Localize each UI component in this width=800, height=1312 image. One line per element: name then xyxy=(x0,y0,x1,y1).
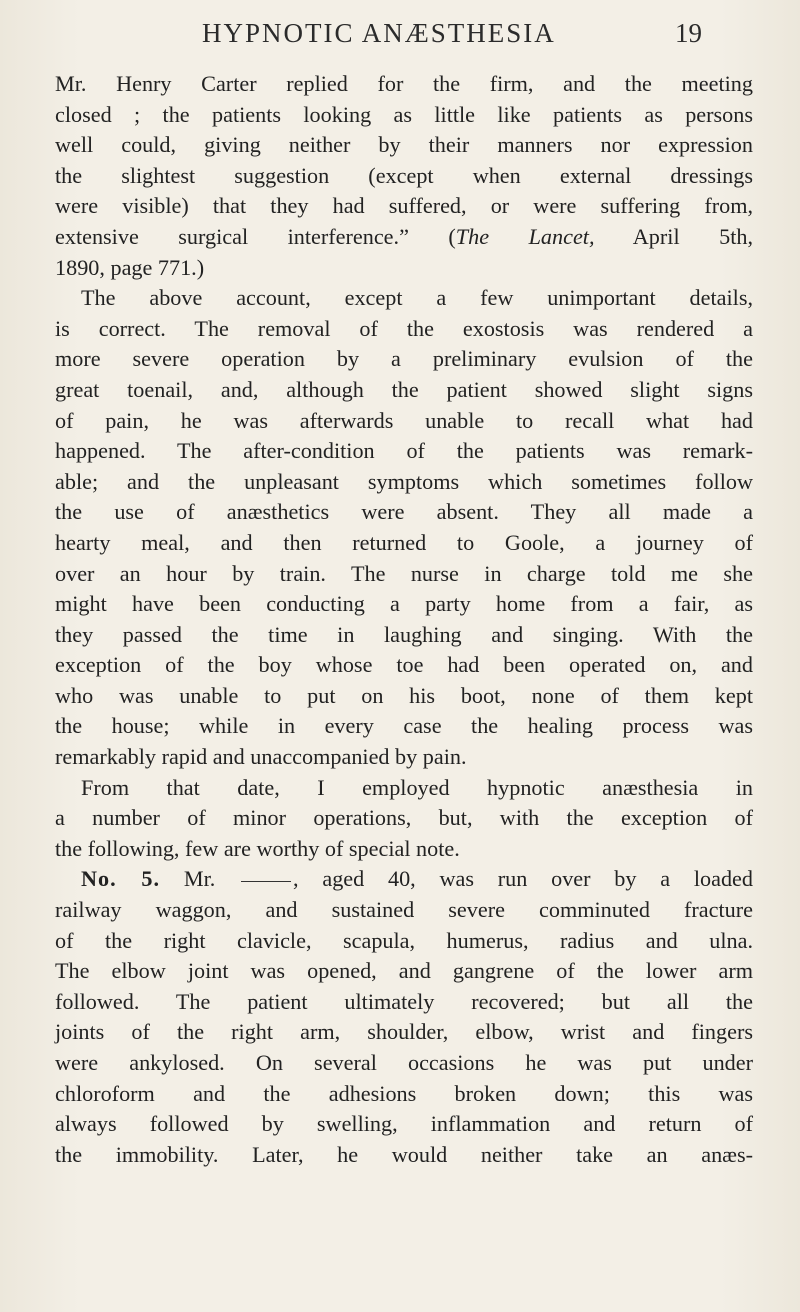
text-line: over an hour by train. The nurse in charge told me she xyxy=(55,560,753,586)
running-head xyxy=(0,8,800,58)
text-line: always followed by swelling, inflammation and return of xyxy=(55,1111,753,1137)
text-line: railway waggon, and sustained severe comminuted fracture xyxy=(55,897,753,923)
text-line: chloroform and the adhesions broken down; this was xyxy=(55,1080,753,1106)
text-line: the house; while in every case the healing process was xyxy=(55,713,753,739)
case-text: Mr. xyxy=(160,866,240,892)
text-line: well could, giving neither by their manners nor expression xyxy=(55,132,753,158)
journal-title: The Lancet, xyxy=(455,223,595,249)
running-title: HYPNOTIC ANÆSTHESIA xyxy=(202,18,556,48)
text-line: the use of anæsthetics were absent. They all made a xyxy=(55,499,753,525)
text-line: followed. The patient ultimately recovered; but all the xyxy=(55,988,753,1014)
page-number: 19 xyxy=(675,18,702,48)
text-line: the following, few are worthy of special note. xyxy=(55,835,460,861)
text-line: might have been conducting a party home from a fair, as xyxy=(55,591,753,617)
text-line: happened. The after-condition of the patients was remark- xyxy=(55,438,753,464)
text-line: they passed the time in laughing and singing. With the xyxy=(55,621,753,647)
text-line: the immobility. Later, he would neither take an anæs- xyxy=(55,1141,753,1167)
text-line: remarkably rapid and unaccompanied by pain. xyxy=(55,744,467,770)
text-line: hearty meal, and then returned to Goole, a journey of xyxy=(55,529,753,555)
quote-end: extensive surgical interference.” ( xyxy=(55,223,456,249)
text-line: were ankylosed. On several occasions he was put under xyxy=(55,1050,753,1075)
text-line: From that date, I employed hypnotic anæsthesia in xyxy=(81,774,753,800)
text-line: of the right clavicle, scapula, humerus, radius and ulna. xyxy=(55,927,753,953)
text-line: more severe operation by a preliminary evulsion of the xyxy=(55,346,753,372)
text-line: joints of the right arm, shoulder, elbow, wrist and fingers xyxy=(55,1019,753,1045)
text-line: The elbow joint was opened, and gangrene of the lower arm xyxy=(55,958,753,984)
text-line xyxy=(55,222,753,253)
name-dash xyxy=(241,881,291,882)
text-line: Mr. Henry Carter replied for the firm, and the meeting xyxy=(55,71,753,96)
text-line: a number of minor operations, but, with the exception of xyxy=(55,805,753,831)
text-line: The above account, except a few unimportant details, xyxy=(81,285,753,311)
text-line: who was unable to put on his boot, none of them kept xyxy=(55,682,753,708)
text-line: were visible) that they had suffered, or were suffering from, xyxy=(55,193,753,219)
case-text: , aged 40, was run over by a loaded xyxy=(293,866,753,892)
text-line: is correct. The removal of the exostosis was rendered a xyxy=(55,315,753,341)
citation-date: April 5th, xyxy=(594,223,754,249)
text-line: closed ; the patients looking as little like patients as persons xyxy=(55,101,753,127)
text-line: the slightest suggestion (except when external dressings xyxy=(55,162,753,188)
text-line: of pain, he was afterwards unable to recall what had xyxy=(55,407,753,433)
text-line: 1890, page 771.) xyxy=(55,254,205,280)
text-line: exception of the boy whose toe had been operated on, and xyxy=(55,652,753,678)
case-line xyxy=(55,864,753,895)
text-line: great toenail, and, although the patient showed slight signs xyxy=(55,376,753,402)
text-line: able; and the unpleasant symptoms which sometimes follow xyxy=(55,468,753,494)
case-number: No. 5. xyxy=(81,866,161,892)
body-text xyxy=(55,69,753,1170)
